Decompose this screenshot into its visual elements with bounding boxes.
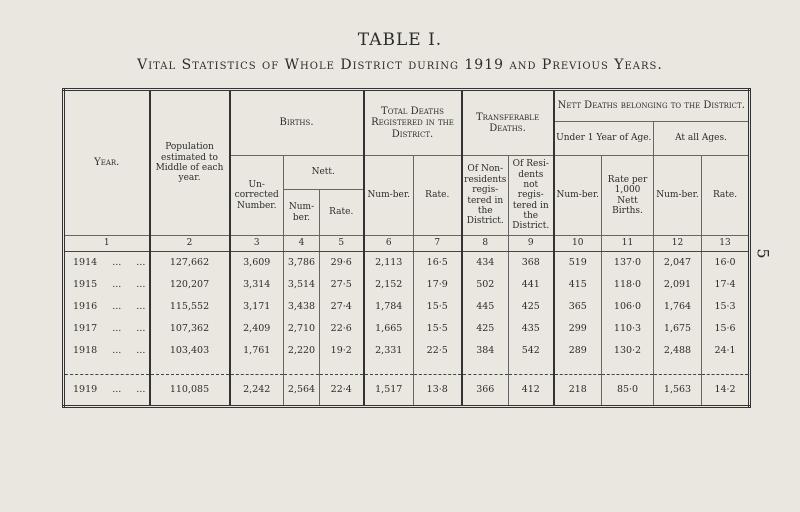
table-cell: 13·8 [414,375,462,407]
table-cell: 1,517 [364,375,414,407]
header-all-ages: At all Ages. [654,122,750,156]
header-residents: Of Resi-dents not regis-tered in the District. [509,156,554,236]
year-cell: 1914 ... ... [64,252,150,275]
table-cell: 2,409 [230,318,284,340]
header-infant-rate: Rate per 1,000 Nett Births. [602,156,654,236]
header-deaths-number: Num-ber. [364,156,414,236]
table-cell: 1,761 [230,340,284,362]
table-cell: 3,609 [230,252,284,275]
table-cell: 2,488 [654,340,702,362]
column-number: 4 [284,236,320,252]
table-cell: 106·0 [602,296,654,318]
table-cell: 2,047 [654,252,702,275]
table-cell: 434 [462,252,509,275]
table-cell: 17·9 [414,274,462,296]
table-cell: 120,207 [150,274,230,296]
column-number: 13 [702,236,750,252]
table-cell: 435 [509,318,554,340]
table-cell: 2,091 [654,274,702,296]
header-nett-number: Num-ber. [284,190,320,236]
header-non-residents: Of Non-residents regis-tered in the District. [462,156,509,236]
header-uncorrected-number: Un-corrected Number. [230,156,284,236]
table-cell: 3,786 [284,252,320,275]
table-cell: 16·5 [414,252,462,275]
table-cell: 502 [462,274,509,296]
table-cell: 289 [554,340,602,362]
table-cell: 2,152 [364,274,414,296]
table-cell: 110,085 [150,375,230,407]
header-year: Year. [64,90,150,236]
table-cell: 415 [554,274,602,296]
column-number: 5 [320,236,364,252]
table-cell: 2,113 [364,252,414,275]
table-cell: 130·2 [602,340,654,362]
table-cell: 1,563 [654,375,702,407]
table-cell: 85·0 [602,375,654,407]
header-nett: Nett. [284,156,364,190]
table-cell: 15·5 [414,296,462,318]
table-cell: 22·6 [320,318,364,340]
column-number: 3 [230,236,284,252]
table-cell: 22·5 [414,340,462,362]
header-deaths-rate: Rate. [414,156,462,236]
header-nett-rate: Rate. [320,190,364,236]
table-cell: 3,438 [284,296,320,318]
table-cell: 1,764 [654,296,702,318]
table-cell: 27·5 [320,274,364,296]
column-number: 2 [150,236,230,252]
table-row [64,375,750,407]
table-cell: 542 [509,340,554,362]
table-cell: 115,552 [150,296,230,318]
header-under-1-year: Under 1 Year of Age. [554,122,654,156]
table-title: TABLE I. [357,30,443,50]
table-cell: 445 [462,296,509,318]
vital-statistics-table [62,88,751,408]
year-cell: 1915 ... ... [64,274,150,296]
row-separator [64,362,750,375]
table-cell: 441 [509,274,554,296]
table-cell: 366 [462,375,509,407]
header-nett-deaths: Nett Deaths belonging to the District. [554,90,750,122]
table-cell: 425 [509,296,554,318]
column-number: 1 [64,236,150,252]
table-cell: 3,171 [230,296,284,318]
table-cell: 29·6 [320,252,364,275]
table-cell: 107,362 [150,318,230,340]
table-cell: 412 [509,375,554,407]
table-row [64,296,750,318]
table-cell: 16·0 [702,252,750,275]
header-transferable-deaths: Transferable Deaths. [462,90,554,156]
page-number: 5 [753,248,773,259]
column-number: 7 [414,236,462,252]
header-all-rate: Rate. [702,156,750,236]
table-cell: 2,564 [284,375,320,407]
table-cell: 15·6 [702,318,750,340]
table-cell: 15·5 [414,318,462,340]
table-row [64,274,750,296]
year-cell: 1916 ... ... [64,296,150,318]
column-number: 8 [462,236,509,252]
table-cell: 110·3 [602,318,654,340]
table-cell: 118·0 [602,274,654,296]
table-cell: 103,403 [150,340,230,362]
table-cell: 22·4 [320,375,364,407]
table-cell: 1,675 [654,318,702,340]
header-births: Births. [230,90,364,156]
table-cell: 368 [509,252,554,275]
table-cell: 519 [554,252,602,275]
table-cell: 27·4 [320,296,364,318]
table-row [64,340,750,362]
table-cell: 1,665 [364,318,414,340]
table-cell: 1,784 [364,296,414,318]
table-cell: 15·3 [702,296,750,318]
header-total-deaths: Total Deaths Registered in the District. [364,90,462,156]
table-cell: 2,220 [284,340,320,362]
table-cell: 3,514 [284,274,320,296]
column-number: 12 [654,236,702,252]
year-cell: 1918 ... ... [64,340,150,362]
table-cell: 365 [554,296,602,318]
table-cell: 2,331 [364,340,414,362]
table-cell: 425 [462,318,509,340]
year-cell: 1917 ... ... [64,318,150,340]
table-cell: 19·2 [320,340,364,362]
table-row [64,318,750,340]
table-cell: 2,242 [230,375,284,407]
table-cell: 3,314 [230,274,284,296]
table-subtitle: Vital Statistics of Whole District during 1919 and Previous Years. [137,57,663,73]
table-cell: 2,710 [284,318,320,340]
table-cell: 17·4 [702,274,750,296]
column-number: 6 [364,236,414,252]
table-cell: 127,662 [150,252,230,275]
table-cell: 137·0 [602,252,654,275]
table-row [64,252,750,275]
table-cell: 14·2 [702,375,750,407]
header-all-number: Num-ber. [654,156,702,236]
table-cell: 384 [462,340,509,362]
column-number: 9 [509,236,554,252]
year-cell: 1919 ... ... [64,375,150,407]
table-cell: 218 [554,375,602,407]
column-number: 11 [602,236,654,252]
table-cell: 24·1 [702,340,750,362]
table-cell: 299 [554,318,602,340]
column-number: 10 [554,236,602,252]
header-population: Population estimated to Middle of each year. [150,90,230,236]
header-infant-number: Num-ber. [554,156,602,236]
